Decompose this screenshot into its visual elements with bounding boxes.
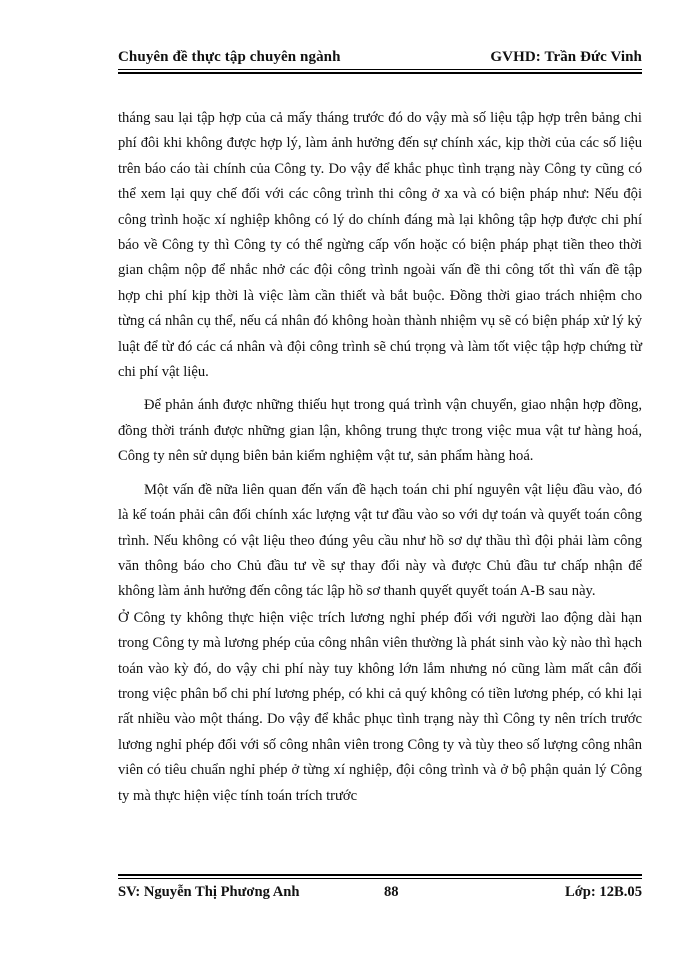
advisor-label: GVHD: Trần Đức Vinh (490, 49, 642, 65)
page-body (118, 106, 642, 809)
page-footer (118, 880, 642, 904)
header-divider (118, 69, 642, 70)
student-name: SV: Nguyễn Thị Phương Anh (118, 884, 300, 900)
page-number: 88 (384, 884, 399, 900)
header-divider-thick (118, 72, 642, 74)
class-label: Lớp: 12B.05 (564, 884, 642, 900)
paragraph-3: Một vấn đề nữa liên quan đến vấn đề hạch toán chi phí nguyên vật liệu đầu vào, đó là kế toán phải cân đối chính xác lượng vật tư đầu vào so với dự toán và quyết toán công trình. Nếu không có vật liệu theo đúng yêu cầu như hồ sơ dự thầu thì đội phải làm công văn thông báo cho Chủ đầu tư về sự thay đổi này và được Chủ đầu tư chấp nhận để không làm ảnh hưởng đến công tác lập hồ sơ thanh quyết quyết toán A-B sau này. (118, 481, 642, 600)
paragraph-1: tháng sau lại tập hợp của cả mấy tháng trước đó do vậy mà số liệu tập hợp trên bảng chi phí đôi khi không được hợp lý, làm ảnh hưởng đến sự chính xác, kịp thời của các số liệu trên báo cáo tài chính của Công ty. Do vậy để khắc phục tình trạng này Công ty cũng có thể xem lại quy chế đối với các công trình thi công ở xa và có biện pháp như: Nếu đội công trình hoặc xí nghiệp không có lý do chính đáng mà lại không tập hợp được chi phí báo về Công ty thì Công ty có thể ngừng cấp vốn hoặc có biện pháp phạt tiền theo thời gian chậm nộp để nhắc nhở các đội công trình ngoài vấn đề thi công tốt thì vấn đề tập hợp chi phí kịp thời là việc làm cần thiết và bắt buộc. Đồng thời giao trách nhiệm cho từng cá nhân cụ thể, nếu cá nhân đó không hoàn thành nhiệm vụ sẽ có biện pháp xử lý kỷ luật để từ đó các cá nhân và đội công trình sẽ chú trọng và làm tốt việc tập hợp chứng từ chi phí vật liệu. (118, 110, 642, 381)
footer-divider (118, 878, 642, 879)
paragraph-4: Ở Công ty không thực hiện việc trích lương nghỉ phép đối với người lao động dài hạn trong Công ty mà lương phép của công nhân viên thường là phát sinh vào kỳ nào thì hạch toán vào kỳ đó, do vậy chi phí này tuy không lớn lắm nhưng nó cũng làm mất cân đối trong việc phân bổ chi phí lương phép, có khi cả quý không có tiền lương phép, có khi lại rất nhiều vào một tháng. Do vậy để khắc phục tình trạng này thì Công ty nên trích trước lương nghỉ phép đối với số công nhân viên trong Công ty và tùy theo số lượng công nhân viên có tiêu chuẩn nghỉ phép ở từng xí nghiệp, đội công trình và ở bộ phận quản lý Công ty mà thực hiện việc tính toán trích trước (118, 609, 642, 804)
footer-divider-thick (118, 874, 642, 876)
paragraph-2: Để phản ánh được những thiếu hụt trong quá trình vận chuyển, giao nhận hợp đồng, đồng thời tránh được những gian lận, không trung thực trong việc mua vật tư hàng hoá, Công ty nên sử dụng biên bản kiểm nghiệm vật tư, sản phẩm hàng hoá. (118, 397, 642, 465)
document-title: Chuyên đề thực tập chuyên ngành (118, 49, 341, 65)
page-header (118, 40, 642, 66)
